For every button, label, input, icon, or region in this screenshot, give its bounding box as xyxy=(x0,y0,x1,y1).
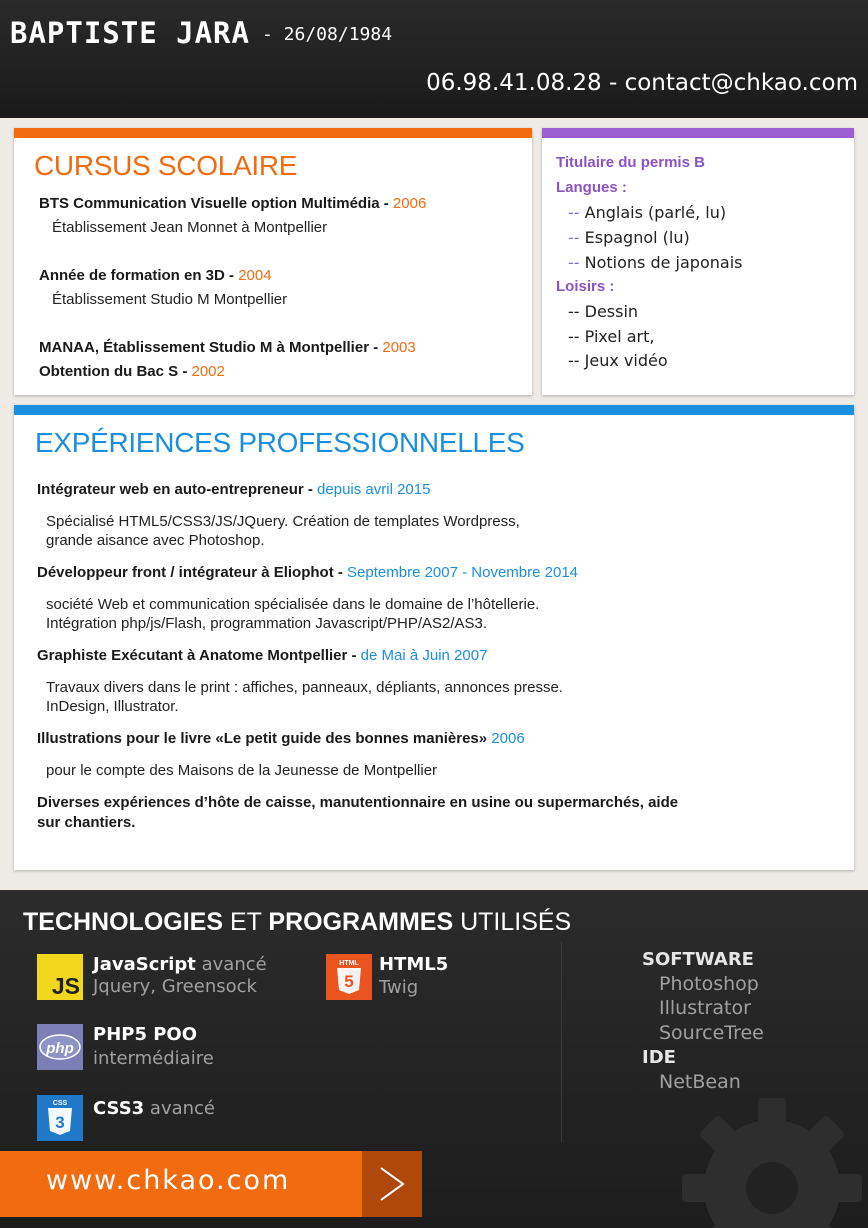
cursus-entry-year: 2006 xyxy=(392,195,427,212)
experience-line: pour le compte des Maisons de la Jeunesse de Montpellier xyxy=(46,762,438,779)
chevron-right-icon xyxy=(362,1151,422,1217)
logo-text: CSS xyxy=(52,1100,68,1107)
experience-entry-title xyxy=(37,647,487,664)
title-part: PROGRAMMES xyxy=(268,908,454,936)
column-divider xyxy=(561,942,562,1142)
experience-accent-bar xyxy=(14,405,854,415)
header xyxy=(0,0,868,118)
list-dash: -- xyxy=(568,253,580,272)
software-item: Photoshop xyxy=(659,973,759,995)
experience-line: Intégration php/js/Flash, programmation Javascript/PHP/AS2/AS3. xyxy=(46,615,488,632)
language-label: Anglais (parlé, lu) xyxy=(584,203,727,222)
cursus-entry-label: Obtention du Bac S - xyxy=(39,363,192,380)
experience-line: InDesign, Illustrator. xyxy=(46,698,179,715)
logo-text: php xyxy=(46,1040,74,1057)
experience-date: depuis avril 2015 xyxy=(317,481,431,498)
cursus-entry-sub: Établissement Studio M Montpellier xyxy=(52,291,288,308)
experience-entry-title xyxy=(37,564,578,581)
experience-line: Travaux divers dans le print : affiches, panneaux, dépliants, annonces presse. xyxy=(46,679,563,696)
hobby-label: Dessin xyxy=(584,302,639,321)
website-link[interactable] xyxy=(0,1151,422,1217)
language-label: Notions de japonais xyxy=(584,253,743,272)
javascript-logo-icon xyxy=(37,954,83,1000)
title-part: TECHNOLOGIES xyxy=(23,908,224,936)
technologies-title xyxy=(23,908,571,937)
profile-card xyxy=(542,128,854,395)
tech-level: avancé xyxy=(144,1098,216,1119)
experience-date: de Mai à Juin 2007 xyxy=(360,647,488,664)
tech-name xyxy=(379,954,448,975)
tech-label: JavaScript xyxy=(93,954,196,975)
list-dash: -- xyxy=(568,203,580,222)
cursus-entry-year: 2004 xyxy=(238,267,272,284)
experience-line: Spécialisé HTML5/CSS3/JS/JQuery. Création de templates Wordpress, xyxy=(46,513,520,530)
cursus-entry-year: 2002 xyxy=(191,363,225,380)
experience-card xyxy=(14,405,854,870)
hobby-item xyxy=(568,302,638,321)
contact-info: 06.98.41.08.28 - contact@chkao.com xyxy=(426,70,858,96)
cursus-accent-bar xyxy=(14,128,532,138)
language-item xyxy=(568,253,742,272)
language-item xyxy=(568,203,726,222)
list-dash: -- xyxy=(568,327,580,346)
cursus-entry-title xyxy=(39,195,426,212)
software-item: SourceTree xyxy=(659,1022,764,1044)
profile-accent-bar xyxy=(542,128,854,138)
cursus-entry-title xyxy=(39,267,272,284)
experience-role: Développeur front / intégrateur à Eliophot - xyxy=(37,564,348,581)
experience-entry-title: sur chantiers. xyxy=(37,814,136,831)
list-dash: -- xyxy=(568,228,580,247)
tech-name xyxy=(93,1024,197,1045)
tech-name xyxy=(93,954,267,975)
logo-text: 3 xyxy=(55,1113,65,1132)
experience-role: Illustrations pour le livre «Le petit guide des bonnes manières» xyxy=(37,730,488,747)
experience-entry-title xyxy=(37,481,430,498)
tech-level: avancé xyxy=(195,954,267,975)
cursus-entry-label: BTS Communication Visuelle option Multimédia - xyxy=(39,195,393,212)
php-logo-icon xyxy=(37,1024,83,1070)
cursus-card xyxy=(14,128,532,395)
title-part: ET xyxy=(223,908,269,936)
html5-logo-icon xyxy=(326,954,372,1000)
hobby-item xyxy=(568,327,654,346)
logo-text: 5 xyxy=(344,972,354,991)
tech-name xyxy=(93,1098,215,1119)
list-dash: -- xyxy=(568,351,580,370)
software-heading: SOFTWARE xyxy=(642,949,754,970)
experience-date: 2006 xyxy=(491,730,525,747)
experience-title: EXPÉRIENCES PROFESSIONNELLES xyxy=(35,427,525,458)
experience-entry-title: Diverses expériences d’hôte de caisse, manutentionnaire en usine ou supermarchés, aide xyxy=(37,794,679,811)
languages-heading: Langues : xyxy=(556,179,627,196)
cursus-entry-title xyxy=(39,339,416,356)
hobby-label: Pixel art, xyxy=(584,327,655,346)
cursus-entry-label: MANAA, Établissement Studio M à Montpellier - xyxy=(39,339,383,356)
hobbies-heading: Loisirs : xyxy=(556,278,615,295)
cursus-entry-year: 2003 xyxy=(382,339,416,356)
experience-entry-title xyxy=(37,730,525,747)
logo-text: JS xyxy=(51,973,80,999)
title-part: UTILISÉS xyxy=(453,908,572,936)
person-name: BAPTISTE JARA xyxy=(10,16,250,50)
tech-sub: Jquery, Greensock xyxy=(93,976,257,997)
ide-item: NetBean xyxy=(659,1071,741,1093)
experience-role: Intégrateur web en auto-entrepreneur - xyxy=(37,481,318,498)
experience-role: Graphiste Exécutant à Anatome Montpellier - xyxy=(37,647,361,664)
list-dash: -- xyxy=(568,302,580,321)
website-arrow-button[interactable] xyxy=(362,1151,422,1217)
website-url[interactable]: www.chkao.com xyxy=(46,1165,291,1196)
software-item: Illustrator xyxy=(659,997,751,1019)
cursus-title: CURSUS SCOLAIRE xyxy=(34,150,298,181)
birth-date: - 26/08/1984 xyxy=(262,24,393,45)
ide-heading: IDE xyxy=(642,1047,676,1068)
logo-text: HTML xyxy=(339,960,359,967)
experience-line: grande aisance avec Photoshop. xyxy=(46,532,265,549)
hobby-label: Jeux vidéo xyxy=(584,351,668,370)
language-item xyxy=(568,228,690,247)
cursus-entry-title xyxy=(39,363,225,380)
experience-line: société Web et communication spécialisée dans le domaine de l’hôtellerie. xyxy=(46,596,540,613)
cursus-entry-sub: Établissement Jean Monnet à Montpellier xyxy=(52,219,328,236)
css3-logo-icon xyxy=(37,1095,83,1141)
gear-icon xyxy=(672,1088,868,1228)
tech-label: CSS3 xyxy=(93,1098,145,1119)
cursus-entry-label: Année de formation en 3D - xyxy=(39,267,239,284)
tech-sub: intermédiaire xyxy=(93,1048,214,1069)
tech-sub: Twig xyxy=(379,977,419,998)
tech-label: HTML5 xyxy=(379,954,449,975)
license-label: Titulaire du permis B xyxy=(556,154,705,171)
hobby-item xyxy=(568,351,668,370)
experience-date: Septembre 2007 - Novembre 2014 xyxy=(347,564,579,581)
language-label: Espagnol (lu) xyxy=(584,228,690,247)
tech-label: PHP5 POO xyxy=(93,1024,198,1045)
